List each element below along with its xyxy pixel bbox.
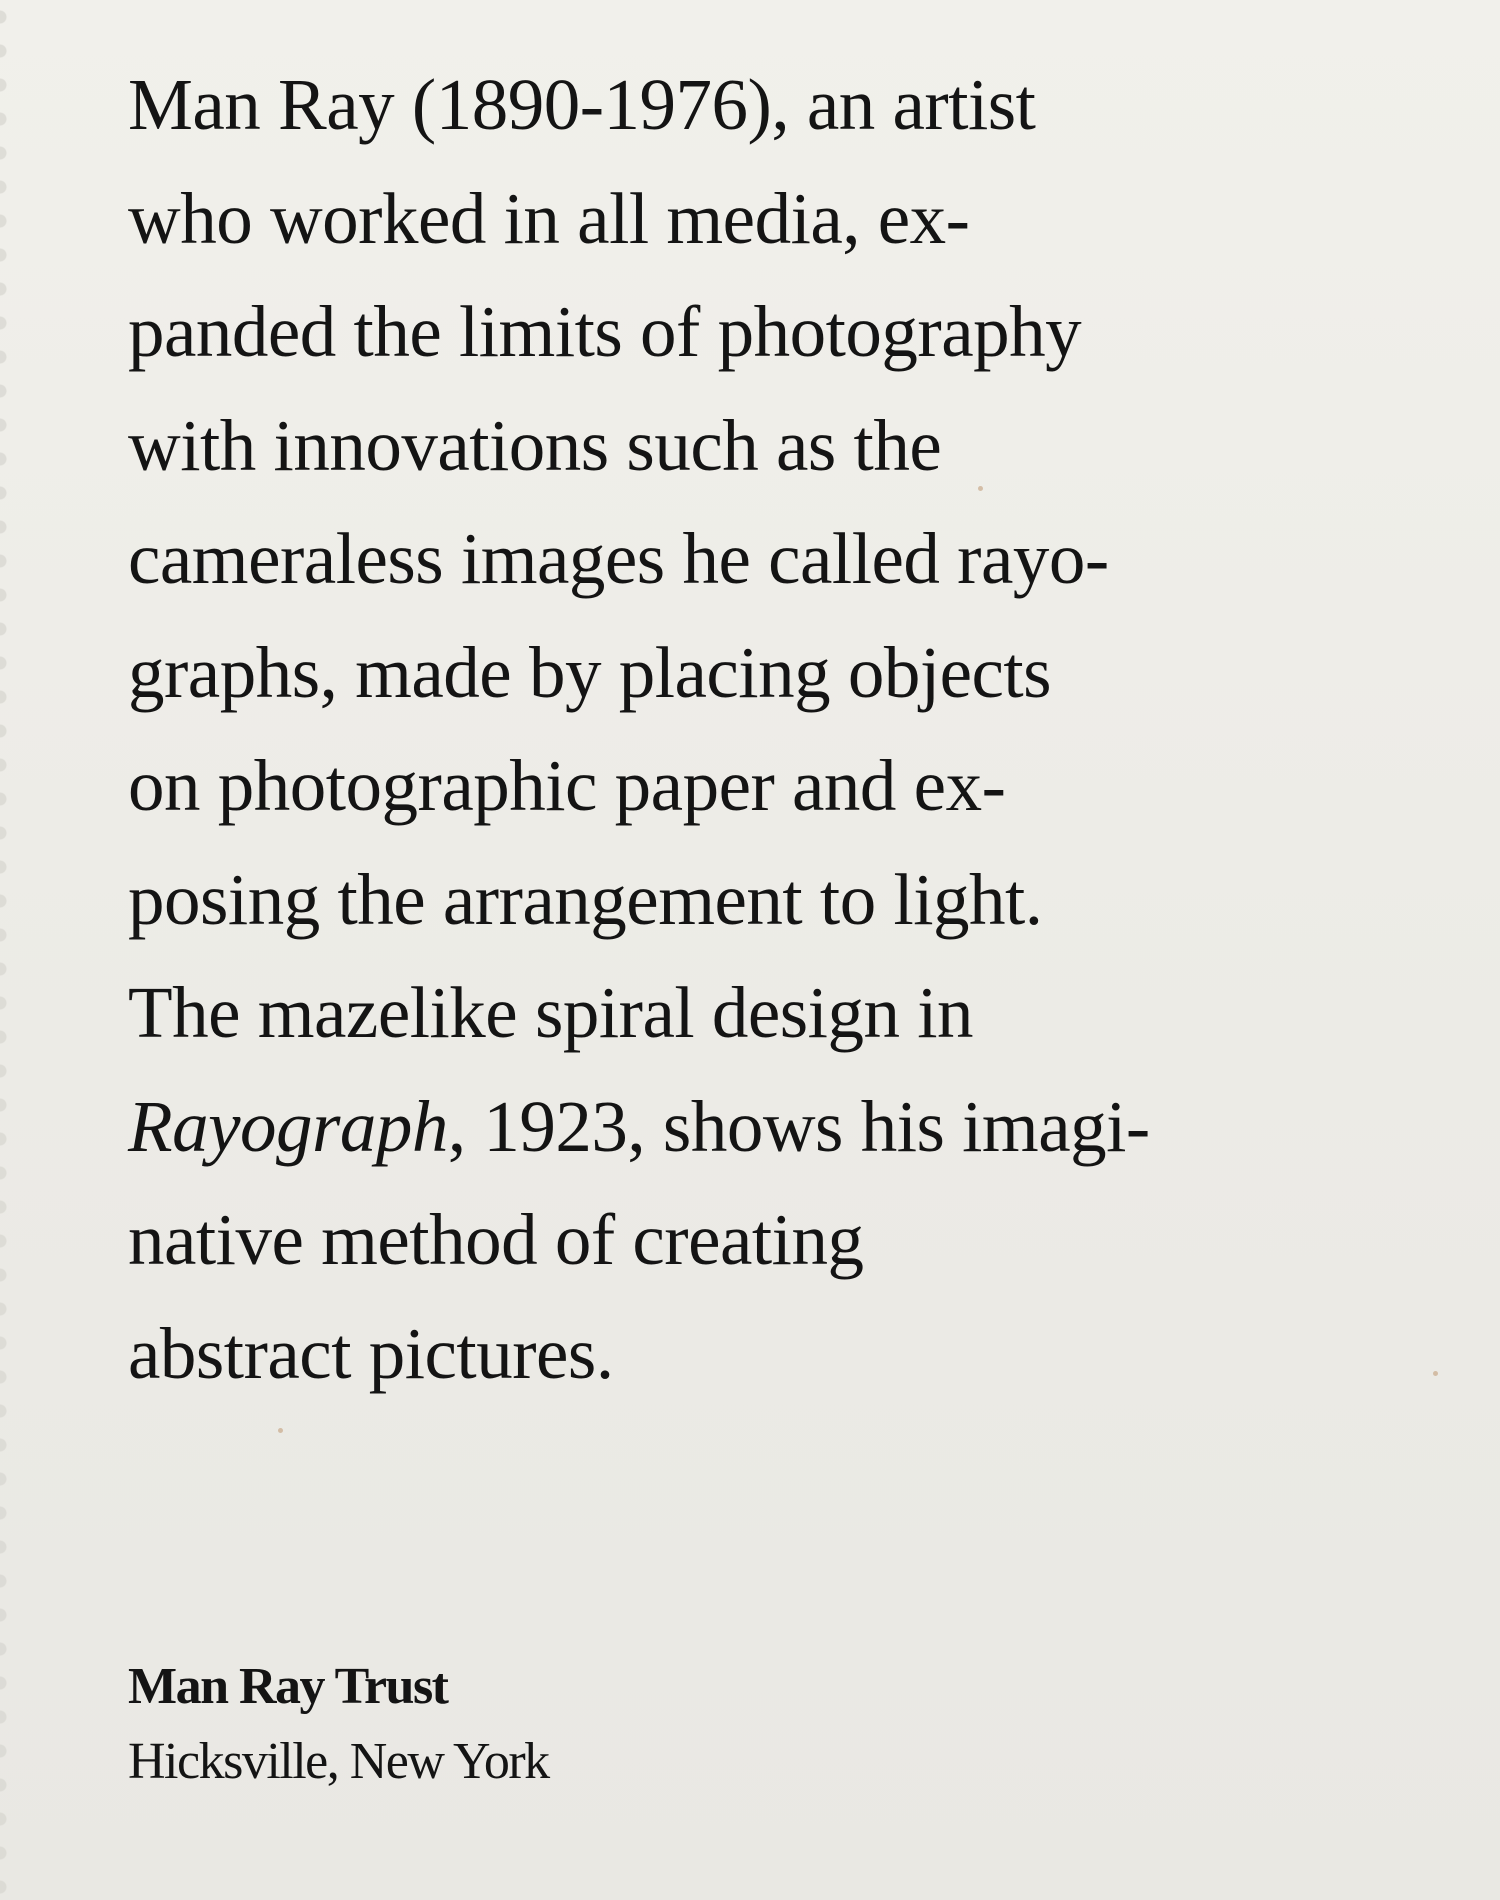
caption-line-7: on photographic paper and ex- bbox=[128, 745, 1006, 826]
perforated-edge bbox=[0, 0, 14, 1900]
caption-line-9: The mazelike spiral design in bbox=[128, 972, 973, 1053]
caption-line-8: posing the arrangement to light. bbox=[128, 858, 1043, 940]
credit-place: Hicksville, New York bbox=[128, 1733, 549, 1790]
caption-line-10-rest: , 1923, shows his imagi- bbox=[447, 1085, 1150, 1167]
caption-line-12: abstract pictures. bbox=[128, 1312, 614, 1394]
caption-line-6: graphs, made by placing objects bbox=[128, 631, 1052, 713]
caption-line-3: panded the limits of photography bbox=[128, 291, 1082, 372]
paper-speck bbox=[1433, 1371, 1438, 1376]
artwork-title: Rayograph bbox=[128, 1085, 448, 1167]
caption-line-2: who worked in all media, ex- bbox=[128, 177, 970, 259]
paper-speck bbox=[978, 486, 983, 491]
caption-line-5: cameraless images he called rayo- bbox=[128, 518, 1109, 599]
caption-line-10 bbox=[128, 1070, 1428, 1184]
caption-line-1: Man Ray (1890-1976), an artist bbox=[128, 64, 1036, 145]
credit-block bbox=[128, 1651, 1028, 1801]
caption-line-4: with innovations such as the bbox=[128, 404, 942, 486]
credit-name: Man Ray Trust bbox=[128, 1658, 448, 1715]
caption-line-11: native method of creating bbox=[128, 1199, 864, 1280]
caption-text bbox=[128, 48, 1428, 1410]
paper-speck bbox=[278, 1428, 283, 1433]
